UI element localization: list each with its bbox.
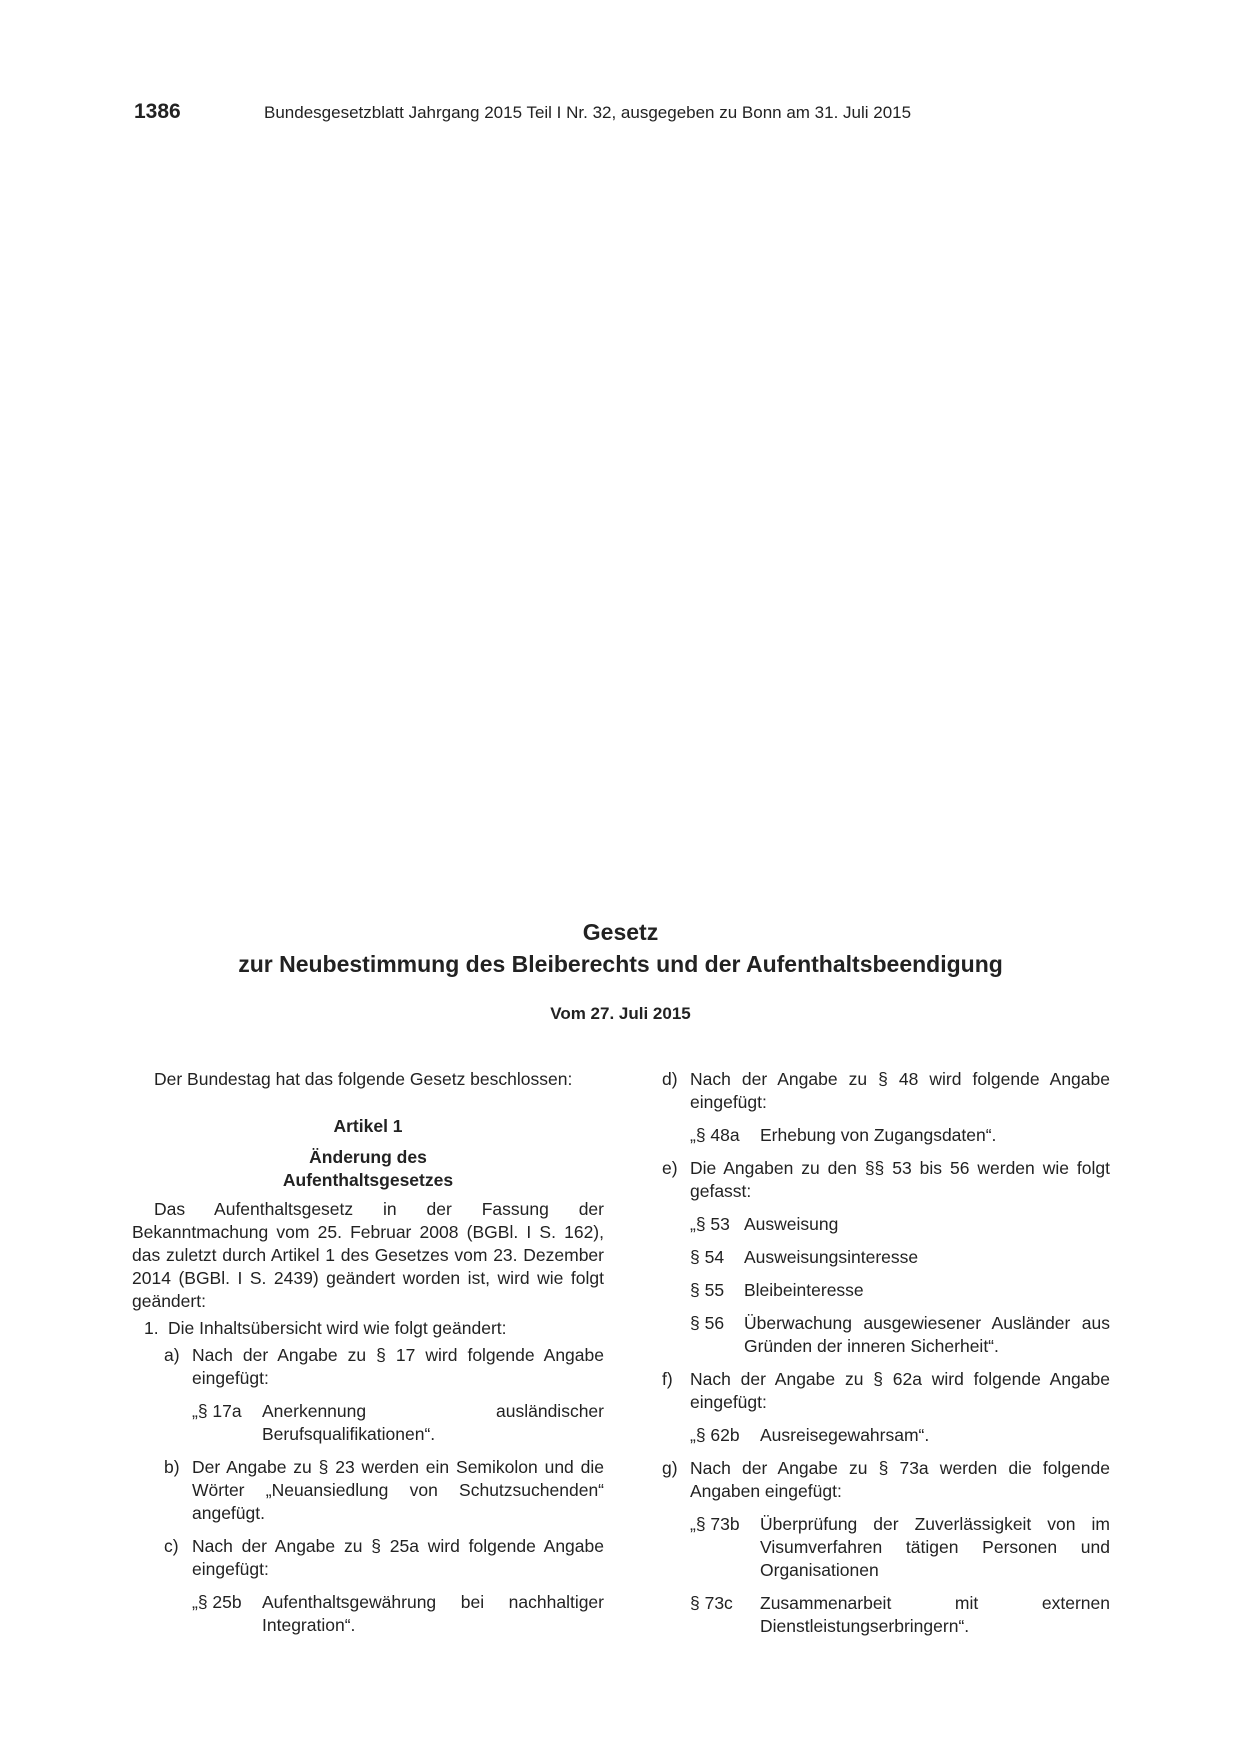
- article-intro-text: Das Aufenthaltsgesetz in der Fassung der Bekanntmachung vom 25. Februar 2008 (BGBl. I S. 162), das zuletzt durch Artikel 1 des Gesetzes vom 23. Dezember 2014 (BGBl. I S. 2439) geändert worden ist, wird wie folgt geändert:: [132, 1199, 604, 1311]
- sub-item-d: [662, 1068, 1110, 1114]
- section-entry-56: [662, 1312, 1110, 1358]
- section-code: „§ 25b: [192, 1592, 242, 1612]
- law-date: Vom 27. Juli 2015: [550, 1004, 691, 1023]
- article-heading-line-2: Aufenthaltsgesetzes: [282, 1170, 454, 1190]
- sub-item-e: [662, 1157, 1110, 1203]
- sub-item-text: Nach der Angabe zu § 73a werden die folgende Angaben eingefügt:: [690, 1458, 1110, 1501]
- list-item-1: [132, 1317, 604, 1340]
- section-code: „§ 62b: [690, 1425, 740, 1445]
- sub-item-label: d): [662, 1069, 678, 1089]
- left-column: [132, 1068, 604, 1637]
- section-code: „§ 53: [690, 1214, 730, 1234]
- sub-item-label: b): [164, 1457, 180, 1477]
- sub-item-text: Der Angabe zu § 23 werden ein Semikolon und die Wörter „Neuansiedlung von Schutzsuchenden“ angefügt.: [192, 1457, 604, 1523]
- section-desc: Ausreisegewahrsam“.: [760, 1425, 930, 1445]
- section-desc: Ausweisung: [744, 1214, 839, 1234]
- article-number: Artikel 1: [333, 1116, 403, 1136]
- sub-item-a: [132, 1344, 604, 1390]
- law-title-block: [0, 916, 1241, 1024]
- sub-item-label: f): [662, 1369, 673, 1389]
- section-desc: Bleibeinteresse: [744, 1280, 864, 1300]
- sub-item-f: [662, 1368, 1110, 1414]
- section-code: „§ 73b: [690, 1514, 740, 1534]
- list-item-text: Die Inhaltsübersicht wird wie folgt geändert:: [168, 1318, 507, 1338]
- section-code: „§ 17a: [192, 1401, 242, 1421]
- section-entry-73b: [662, 1513, 1110, 1582]
- right-column: [662, 1068, 1110, 1638]
- section-entry-73c: [662, 1592, 1110, 1638]
- sub-item-text: Die Angaben zu den §§ 53 bis 56 werden wie folgt gefasst:: [690, 1158, 1110, 1201]
- sub-item-label: a): [164, 1345, 180, 1365]
- sub-item-label: e): [662, 1158, 678, 1178]
- intro-text: Der Bundestag hat das folgende Gesetz beschlossen:: [154, 1069, 573, 1089]
- sub-item-g: [662, 1457, 1110, 1503]
- sub-item-c: [132, 1535, 604, 1581]
- section-desc: Zusammenarbeit mit externen Dienstleistungserbringern“.: [760, 1593, 1110, 1636]
- list-item-label: 1.: [144, 1318, 159, 1338]
- article-heading-line-1: Änderung des: [309, 1147, 427, 1167]
- section-desc: Erhebung von Zugangsdaten“.: [760, 1125, 997, 1145]
- section-code: § 73c: [690, 1593, 733, 1613]
- section-code: § 55: [690, 1280, 725, 1300]
- sub-item-text: Nach der Angabe zu § 48 wird folgende Angabe eingefügt:: [690, 1069, 1110, 1112]
- page-header: [134, 100, 1161, 130]
- section-entry-62b: [662, 1424, 1110, 1447]
- section-desc: Überwachung ausgewiesener Ausländer aus Gründen der inneren Sicherheit“.: [744, 1313, 1110, 1356]
- section-desc: Ausweisungsinteresse: [744, 1247, 919, 1267]
- section-code: § 56: [690, 1313, 725, 1333]
- section-code: § 54: [690, 1247, 725, 1267]
- section-entry-25b: [132, 1591, 604, 1637]
- law-title: Gesetz: [582, 919, 659, 945]
- sub-item-b: [132, 1456, 604, 1525]
- section-entry-55: [662, 1279, 1110, 1302]
- page-number: 1386: [134, 100, 181, 123]
- section-desc: Anerkennung ausländischer Berufsqualifikationen“.: [262, 1401, 604, 1444]
- law-subtitle: zur Neubestimmung des Bleiberechts und der Aufenthaltsbeendigung: [238, 951, 1003, 977]
- section-entry-54: [662, 1246, 1110, 1269]
- section-entry-48a: [662, 1124, 1110, 1147]
- section-desc: Aufenthaltsgewährung bei nachhaltiger Integration“.: [262, 1592, 604, 1635]
- section-entry-53: [662, 1213, 1110, 1236]
- sub-item-label: c): [164, 1536, 179, 1556]
- sub-item-label: g): [662, 1458, 678, 1478]
- sub-item-text: Nach der Angabe zu § 17 wird folgende Angabe eingefügt:: [192, 1345, 604, 1388]
- section-desc: Überprüfung der Zuverlässigkeit von im Visumverfahren tätigen Personen und Organisationen: [760, 1514, 1110, 1580]
- header-title: Bundesgesetzblatt Jahrgang 2015 Teil I Nr. 32, ausgegeben zu Bonn am 31. Juli 2015: [264, 103, 912, 122]
- section-code: „§ 48a: [690, 1125, 740, 1145]
- section-entry-17a: [132, 1400, 604, 1446]
- sub-item-text: Nach der Angabe zu § 62a wird folgende Angabe eingefügt:: [690, 1369, 1110, 1412]
- sub-item-text: Nach der Angabe zu § 25a wird folgende Angabe eingefügt:: [192, 1536, 604, 1579]
